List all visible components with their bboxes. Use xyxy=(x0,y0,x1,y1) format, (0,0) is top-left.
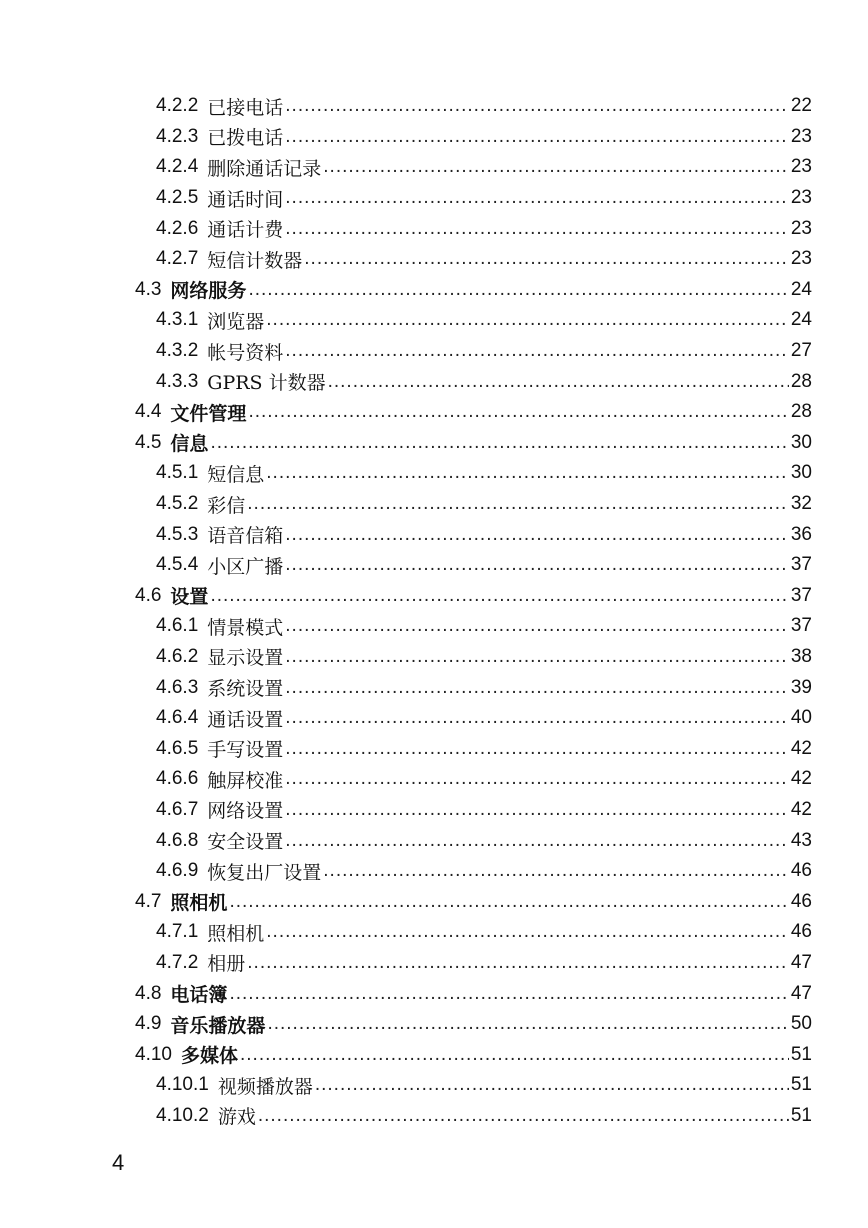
toc-entry[interactable] xyxy=(0,825,868,856)
dot-leader xyxy=(240,1044,789,1066)
toc-entry-page: 39 xyxy=(790,676,812,698)
toc-entry-number: 4.3 xyxy=(135,278,162,300)
toc-entry-title: GPRS 计数器 xyxy=(207,372,326,395)
toc-entry-page: 37 xyxy=(790,615,812,637)
dot-leader xyxy=(248,401,788,423)
toc-entry-number: 4.3.1 xyxy=(156,309,199,331)
dot-leader xyxy=(266,309,789,331)
toc-entry-number: 4.2.6 xyxy=(156,217,199,239)
toc-entry[interactable] xyxy=(0,550,868,581)
toc-entry-title: 游戏 xyxy=(217,1106,256,1129)
page-number: 4 xyxy=(112,1150,125,1175)
toc-entry-number: 4.4 xyxy=(135,401,162,423)
toc-entry-number: 4.9 xyxy=(135,1013,162,1035)
toc-entry-page: 46 xyxy=(790,921,812,943)
toc-entry-number: 4.7 xyxy=(135,890,162,912)
toc-entry-title: 网络设置 xyxy=(207,800,284,823)
dot-leader xyxy=(285,218,789,240)
toc-entry-page: 50 xyxy=(790,1013,812,1035)
dot-leader xyxy=(267,1013,788,1035)
toc-entry[interactable] xyxy=(0,917,868,948)
toc-entry-number: 4.6.9 xyxy=(156,860,199,882)
toc-entry-page: 40 xyxy=(790,707,812,729)
dot-leader xyxy=(285,615,789,637)
toc-entry-page: 46 xyxy=(790,890,812,912)
toc-entry[interactable] xyxy=(0,428,868,459)
toc-entry-number: 4.2.5 xyxy=(156,187,199,209)
toc-entry-number: 4.6.6 xyxy=(156,768,199,790)
toc-entry-title: 情景模式 xyxy=(207,616,284,639)
toc-entry-page: 37 xyxy=(790,554,812,576)
toc-entry-title: 恢复出厂设置 xyxy=(207,861,322,884)
dot-leader xyxy=(285,187,789,209)
toc-entry-number: 4.2.2 xyxy=(156,95,199,117)
toc-entry-number: 4.2.4 xyxy=(156,156,199,178)
toc-entry-number: 4.2.7 xyxy=(156,248,199,270)
toc-entry[interactable] xyxy=(0,305,868,336)
toc-entry-page: 32 xyxy=(790,493,812,515)
toc-entry-title: 照相机 xyxy=(207,922,265,945)
toc-entry-page: 23 xyxy=(790,187,812,209)
dot-leader xyxy=(285,126,789,148)
toc-entry[interactable] xyxy=(0,336,868,367)
toc-entry[interactable] xyxy=(0,275,868,306)
toc-entry-number: 4.6.8 xyxy=(156,829,199,851)
toc-entry[interactable] xyxy=(0,948,868,979)
toc-entry[interactable] xyxy=(0,213,868,244)
toc-entry-title: 短信息 xyxy=(207,463,265,486)
toc-entry[interactable] xyxy=(0,366,868,397)
toc-entry[interactable] xyxy=(0,519,868,550)
toc-entry-page: 24 xyxy=(790,278,812,300)
toc-entry[interactable] xyxy=(0,91,868,122)
toc-entry[interactable] xyxy=(0,244,868,275)
toc-entry[interactable] xyxy=(0,978,868,1009)
toc-entry-number: 4.3.3 xyxy=(156,370,199,392)
toc-entry-title: 彩信 xyxy=(207,494,246,517)
toc-entry-page: 27 xyxy=(790,340,812,362)
toc-entry-title: 删除通话记录 xyxy=(207,157,322,180)
toc-entry-page: 38 xyxy=(790,645,812,667)
toc-entry[interactable] xyxy=(0,703,868,734)
toc-entry-page: 46 xyxy=(790,860,812,882)
toc-entry-page: 42 xyxy=(790,768,812,790)
toc-entry-number: 4.6.5 xyxy=(156,737,199,759)
toc-entry-title: 相册 xyxy=(207,953,246,976)
toc-entry-number: 4.6.3 xyxy=(156,676,199,698)
toc-entry-title: 设置 xyxy=(170,587,209,609)
dot-leader xyxy=(328,371,789,393)
toc-entry[interactable] xyxy=(0,122,868,153)
toc-entry-title: 已拨电话 xyxy=(207,127,284,150)
toc-entry-number: 4.5.2 xyxy=(156,493,199,515)
toc-entry-title: 视频播放器 xyxy=(217,1075,313,1098)
dot-leader xyxy=(323,156,789,178)
toc-entry-page: 28 xyxy=(790,370,812,392)
dot-leader xyxy=(285,738,789,760)
toc-entry-title: 通话计费 xyxy=(207,219,284,242)
toc-entry-page: 23 xyxy=(790,125,812,147)
dot-leader xyxy=(285,768,789,790)
toc-entry-number: 4.7.1 xyxy=(156,921,199,943)
toc-entry[interactable] xyxy=(0,672,868,703)
toc-entry-title: 语音信箱 xyxy=(207,525,284,548)
toc-entry[interactable] xyxy=(0,183,868,214)
toc-entry-title: 音乐播放器 xyxy=(170,1015,266,1037)
dot-leader xyxy=(285,95,789,117)
toc-entry-title: 文件管理 xyxy=(170,403,247,425)
toc-entry-title: 系统设置 xyxy=(207,678,284,701)
dot-leader xyxy=(229,891,788,913)
toc-entry-title: 电话簿 xyxy=(170,985,228,1007)
toc-entry-number: 4.5.3 xyxy=(156,523,199,545)
dot-leader xyxy=(248,279,788,301)
dot-leader xyxy=(285,830,789,852)
toc-entry-number: 4.6 xyxy=(135,584,162,606)
toc-entry-number: 4.6.2 xyxy=(156,645,199,667)
dot-leader xyxy=(229,983,788,1005)
toc-entry[interactable] xyxy=(0,795,868,826)
toc-entry[interactable] xyxy=(0,152,868,183)
dot-leader xyxy=(247,952,789,974)
toc-entry-page: 23 xyxy=(790,156,812,178)
toc-entry-number: 4.10 xyxy=(135,1043,172,1065)
toc-entry-page: 22 xyxy=(790,95,812,117)
toc-entry[interactable] xyxy=(0,397,868,428)
toc-entry-number: 4.6.1 xyxy=(156,615,199,637)
toc-entry[interactable] xyxy=(0,886,868,917)
toc-entry-title: 短信计数器 xyxy=(207,249,303,272)
toc-entry-page: 42 xyxy=(790,798,812,820)
toc-entry-number: 4.2.3 xyxy=(156,125,199,147)
toc-entry-page: 47 xyxy=(790,951,812,973)
toc-entry-page: 30 xyxy=(790,431,812,453)
toc-entry[interactable] xyxy=(0,458,868,489)
dot-leader xyxy=(210,432,788,454)
toc-entry-title: 已接电话 xyxy=(207,96,284,119)
dot-leader xyxy=(247,493,789,515)
toc-entry[interactable] xyxy=(0,1009,868,1040)
toc-entry-number: 4.7.2 xyxy=(156,951,199,973)
toc-entry[interactable] xyxy=(0,1101,868,1132)
toc-entry-number: 4.6.4 xyxy=(156,707,199,729)
toc-entry-number: 4.5.4 xyxy=(156,554,199,576)
toc-entry-title: 网络服务 xyxy=(170,281,247,303)
toc-entry[interactable] xyxy=(0,1039,868,1070)
dot-leader xyxy=(285,646,789,668)
toc-entry-page: 51 xyxy=(790,1074,812,1096)
toc-entry-title: 帐号资料 xyxy=(207,341,284,364)
toc-entry-page: 30 xyxy=(790,462,812,484)
table-of-contents xyxy=(0,91,868,1131)
dot-leader xyxy=(285,677,789,699)
toc-entry[interactable] xyxy=(0,856,868,887)
toc-entry-number: 4.8 xyxy=(135,982,162,1004)
toc-entry-page: 51 xyxy=(790,1104,812,1126)
dot-leader xyxy=(315,1074,789,1096)
toc-entry-title: 照相机 xyxy=(170,893,228,915)
toc-entry-title: 显示设置 xyxy=(207,647,284,670)
dot-leader xyxy=(285,707,789,729)
toc-entry-number: 4.6.7 xyxy=(156,798,199,820)
dot-leader xyxy=(266,462,789,484)
toc-entry-title: 小区广播 xyxy=(207,555,284,578)
dot-leader xyxy=(285,554,789,576)
toc-entry[interactable] xyxy=(0,642,868,673)
toc-entry-number: 4.5 xyxy=(135,431,162,453)
toc-entry-title: 信息 xyxy=(170,434,209,456)
toc-entry-page: 43 xyxy=(790,829,812,851)
dot-leader xyxy=(258,1105,789,1127)
toc-entry-number: 4.10.1 xyxy=(156,1074,209,1096)
toc-entry[interactable] xyxy=(0,1070,868,1101)
dot-leader xyxy=(266,921,789,943)
dot-leader xyxy=(285,524,789,546)
toc-entry[interactable] xyxy=(0,581,868,612)
toc-entry-page: 23 xyxy=(790,248,812,270)
toc-entry-title: 多媒体 xyxy=(180,1046,238,1068)
toc-entry-title: 通话设置 xyxy=(207,708,284,731)
toc-entry-title: 安全设置 xyxy=(207,831,284,854)
toc-entry-number: 4.5.1 xyxy=(156,462,199,484)
toc-entry-title: 触屏校准 xyxy=(207,769,284,792)
dot-leader xyxy=(304,248,789,270)
toc-entry-page: 24 xyxy=(790,309,812,331)
toc-entry-page: 23 xyxy=(790,217,812,239)
dot-leader xyxy=(210,585,788,607)
toc-entry-title: 浏览器 xyxy=(207,310,265,333)
toc-entry-page: 28 xyxy=(790,401,812,423)
toc-entry[interactable] xyxy=(0,733,868,764)
toc-entry[interactable] xyxy=(0,489,868,520)
toc-entry-number: 4.3.2 xyxy=(156,340,199,362)
toc-entry[interactable] xyxy=(0,764,868,795)
toc-entry-title: 手写设置 xyxy=(207,739,284,762)
toc-entry-page: 36 xyxy=(790,523,812,545)
dot-leader xyxy=(285,799,789,821)
dot-leader xyxy=(323,860,789,882)
toc-entry-page: 42 xyxy=(790,737,812,759)
toc-entry-page: 37 xyxy=(790,584,812,606)
toc-entry-title: 通话时间 xyxy=(207,188,284,211)
toc-entry-page: 47 xyxy=(790,982,812,1004)
toc-entry[interactable] xyxy=(0,611,868,642)
dot-leader xyxy=(285,340,789,362)
toc-entry-number: 4.10.2 xyxy=(156,1104,209,1126)
toc-entry-page: 51 xyxy=(790,1043,812,1065)
